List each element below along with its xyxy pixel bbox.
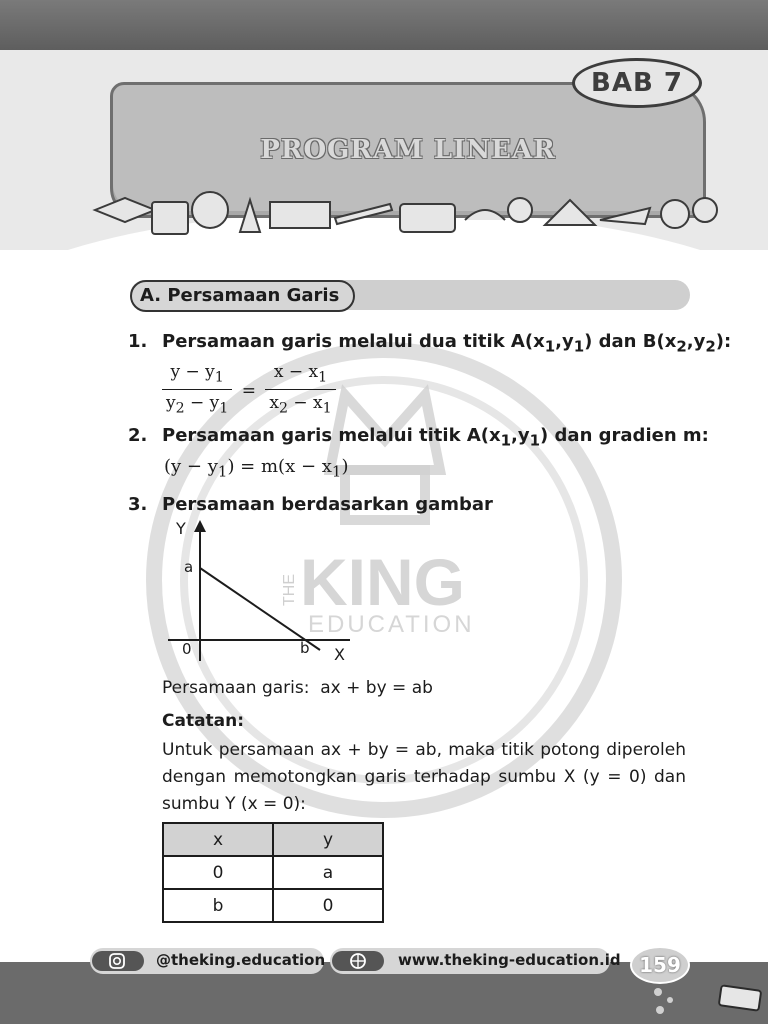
- subscript: 1: [544, 337, 556, 356]
- denominator: x: [269, 393, 279, 414]
- table-cell: 0: [163, 856, 273, 889]
- note-title: Catatan:: [162, 711, 245, 731]
- origin-label: 0: [182, 640, 192, 658]
- equation-line: [162, 678, 433, 698]
- notebook-icon: [400, 204, 455, 232]
- table-row: [163, 856, 383, 889]
- item-text: ) dan gradien m:: [540, 425, 709, 446]
- y-axis-arrow: [194, 520, 206, 532]
- y-intercept-label: a: [184, 558, 194, 576]
- table-row: [163, 889, 383, 922]
- subscript: 1: [331, 462, 342, 481]
- instagram-icon: [92, 951, 144, 971]
- item-text: Persamaan berdasarkan gambar: [162, 494, 493, 515]
- item-text: ,y: [686, 331, 706, 352]
- x-intercept-label: b: [300, 639, 310, 657]
- subscript: 1: [214, 369, 224, 386]
- globe-icon: [332, 951, 384, 971]
- denominator: − y: [184, 393, 220, 414]
- website-link[interactable]: www.theking-education.id: [398, 951, 621, 969]
- numerator: y − y: [170, 362, 215, 382]
- subscript: 2: [175, 400, 185, 417]
- protractor-icon: [465, 210, 505, 220]
- table-cell: 0: [273, 889, 383, 922]
- paper-plane-icon: [600, 208, 650, 224]
- item-text: ):: [715, 331, 732, 352]
- subscript: 1: [573, 337, 585, 356]
- item-text: ,y: [511, 425, 530, 446]
- subscript: 2: [676, 337, 687, 356]
- watermark-king: KING: [300, 545, 465, 619]
- ruler-icon: [545, 200, 595, 225]
- item-text: ) dan B(x: [584, 331, 677, 352]
- equation-value: ax + by = ab: [320, 678, 433, 698]
- item-text: Persamaan garis melalui dua titik A(x: [162, 331, 545, 352]
- subscript: 2: [705, 337, 716, 356]
- clock-icon: [192, 192, 228, 228]
- chapter-title: PROGRAM LINEAR: [260, 135, 556, 165]
- item-text: Persamaan garis melalui titik A(x: [162, 425, 501, 446]
- subscript: 1: [219, 400, 229, 417]
- subscript: 1: [500, 431, 512, 450]
- item-number: 1.: [128, 331, 148, 352]
- item-2: [128, 425, 709, 450]
- flask-icon: [240, 200, 260, 232]
- formula-text: (y − y: [164, 456, 218, 477]
- pencil-icon: [335, 204, 392, 224]
- item-1: [128, 331, 731, 356]
- item-number: 2.: [128, 425, 148, 446]
- numerator: x − x: [273, 362, 319, 382]
- bulb-icon: [508, 198, 532, 222]
- formula-text: ): [341, 456, 349, 477]
- watermark-education: EDUCATION: [308, 611, 475, 638]
- fraction-right: [265, 360, 335, 422]
- calculator-icon: [152, 202, 188, 234]
- fraction-left: [162, 360, 232, 422]
- instagram-handle[interactable]: @theking.education: [156, 951, 326, 969]
- section-label: A. Persamaan Garis: [130, 280, 355, 312]
- book-icon: [270, 202, 330, 228]
- section-heading: [130, 280, 696, 312]
- apple-icon: [661, 200, 689, 228]
- table-header: x: [163, 823, 273, 856]
- x-axis-label: X: [334, 645, 345, 664]
- line-ab: [200, 568, 320, 650]
- point-slope-formula: [164, 456, 348, 481]
- denominator: y: [166, 393, 176, 414]
- item-text: ,y: [555, 331, 574, 352]
- watermark-the: THE: [281, 574, 298, 606]
- equals-sign: =: [241, 380, 256, 401]
- page-number: 159: [630, 946, 690, 984]
- formula-text: ) = m(x − x: [227, 456, 332, 477]
- subscript: 1: [217, 462, 228, 481]
- note-body: Untuk persamaan ax + by = ab, maka titik potong diperoleh dengan memotongkan garis terhadap sumbu X (y = 0) dan sumbu Y (x = 0):: [162, 740, 686, 814]
- bulb-icon-2: [693, 198, 717, 222]
- item-3: [128, 494, 493, 515]
- subscript: 1: [529, 431, 541, 450]
- table-cell: a: [273, 856, 383, 889]
- subscript: 1: [318, 369, 328, 386]
- graduation-cap-icon: [95, 198, 155, 222]
- chapter-badge: BAB 7: [572, 58, 702, 108]
- subscript: 2: [278, 400, 288, 417]
- equation-label: Persamaan garis:: [162, 678, 310, 698]
- table-cell: b: [163, 889, 273, 922]
- table-header-row: [163, 823, 383, 856]
- stationery-doodles: [90, 180, 720, 240]
- denominator: − x: [287, 393, 323, 414]
- intercept-graph: [160, 516, 360, 666]
- subscript: 1: [322, 400, 332, 417]
- footer-decoration: [650, 984, 768, 1024]
- y-axis-label: Y: [176, 519, 186, 538]
- item-number: 3.: [128, 494, 148, 515]
- two-point-formula: [162, 360, 336, 422]
- table-header: y: [273, 823, 383, 856]
- intercept-table: [162, 822, 384, 923]
